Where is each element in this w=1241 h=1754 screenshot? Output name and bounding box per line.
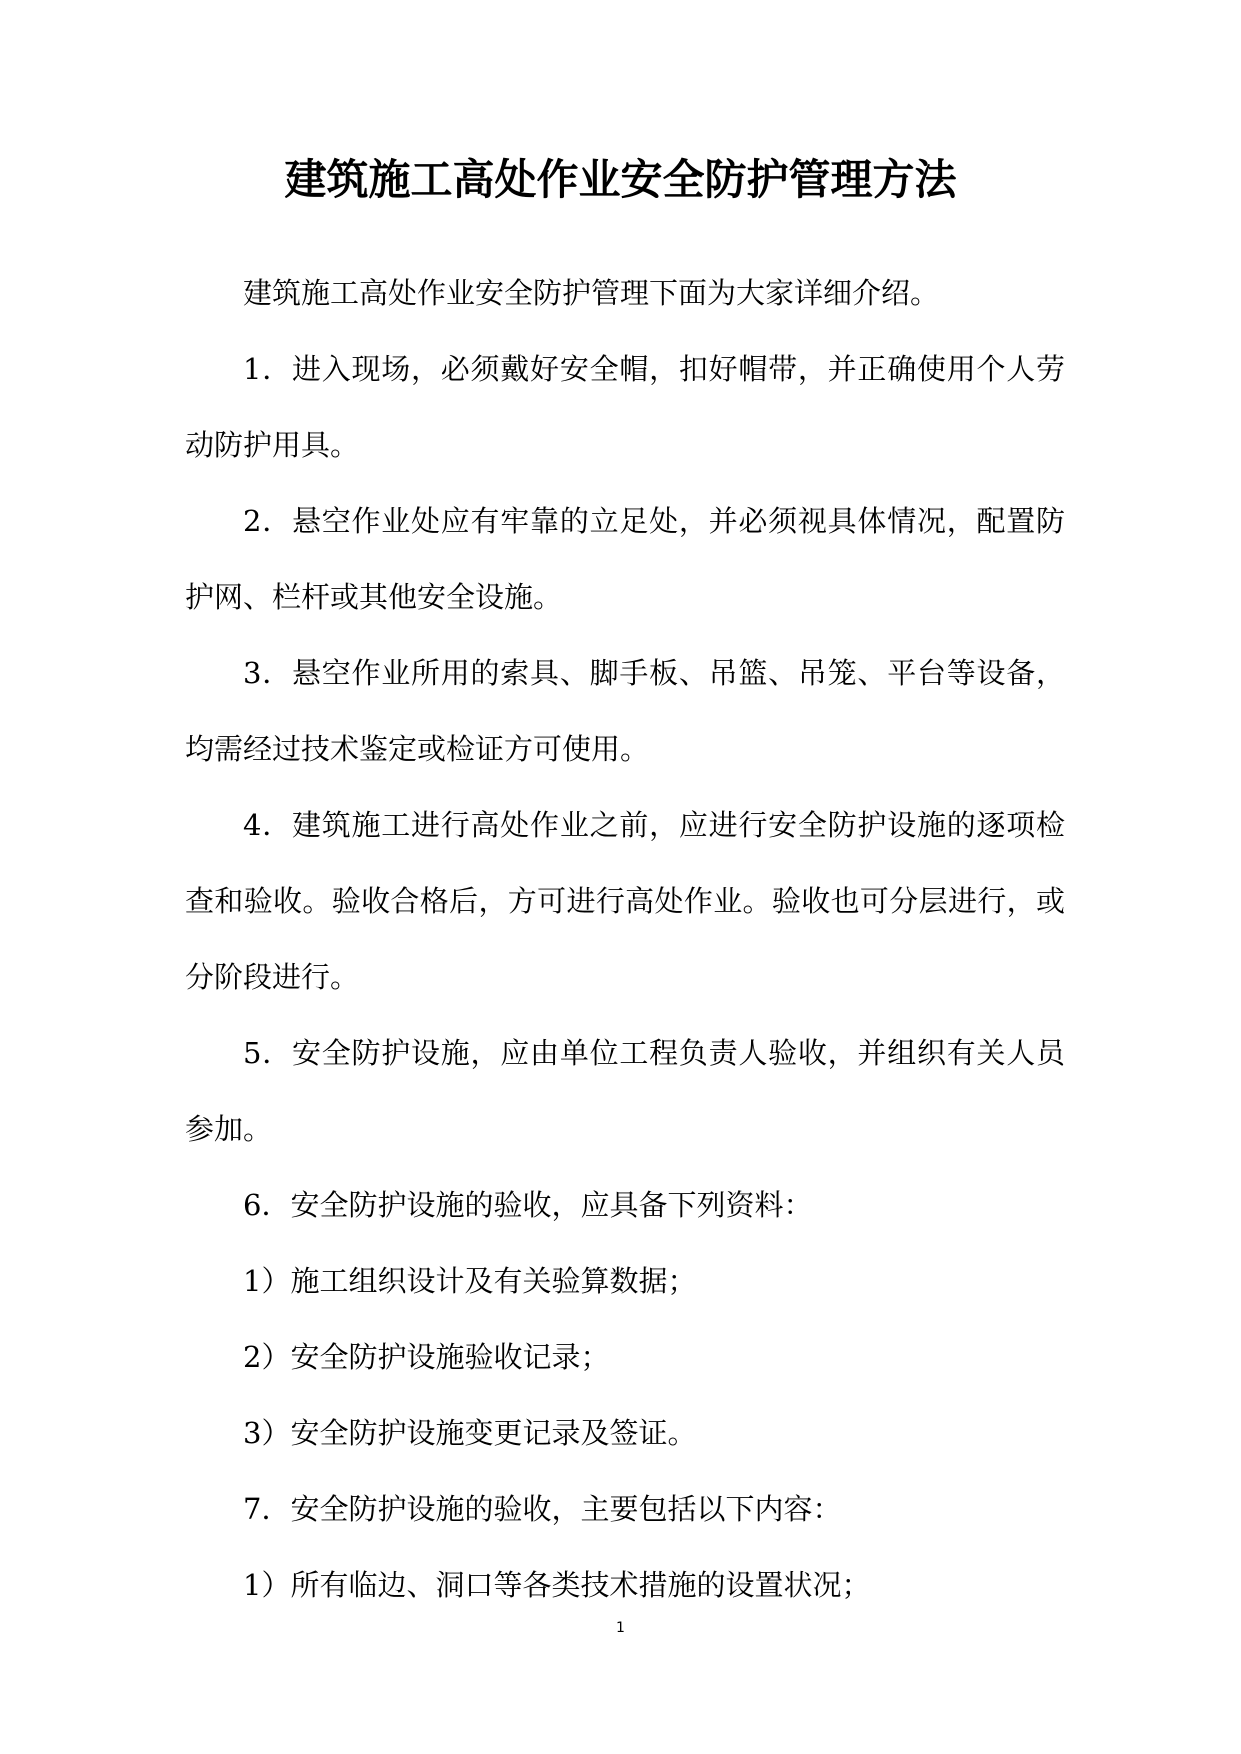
paragraph-item-6-sub-2: 2）安全防护设施验收记录； — [243, 1340, 610, 1374]
paragraph-item-5: 5．安全防护设施，应由单位工程负责人验收，并组织有关人员参加。 — [185, 1036, 1065, 1146]
document-body — [185, 255, 1065, 1623]
paragraph-item-2: 2．悬空作业处应有牢靠的立足处，并必须视具体情况，配置防护网、栏杆或其他安全设施。 — [185, 504, 1065, 614]
paragraph-item-4: 4．建筑施工进行高处作业之前，应进行安全防护设施的逐项检查和验收。验收合格后，方可进行高处作业。验收也可分层进行，或分阶段进行。 — [185, 808, 1065, 994]
paragraph-item-7-sub-1: 1）所有临边、洞口等各类技术措施的设置状况； — [243, 1568, 871, 1602]
paragraph-item-6-sub-1: 1）施工组织设计及有关验算数据； — [243, 1264, 697, 1298]
paragraph-item-6: 6．安全防护设施的验收，应具备下列资料： — [243, 1188, 813, 1222]
paragraph-item-3: 3．悬空作业所用的索具、脚手板、吊篮、吊笼、平台等设备，均需经过技术鉴定或检证方可使用。 — [185, 656, 1065, 766]
paragraph-item-6-sub-3: 3）安全防护设施变更记录及签证。 — [243, 1416, 697, 1450]
paragraph-item-1: 1．进入现场，必须戴好安全帽，扣好帽带，并正确使用个人劳动防护用具。 — [185, 352, 1065, 462]
page-number: 1 — [616, 1620, 625, 1636]
paragraph-item-7: 7．安全防护设施的验收，主要包括以下内容： — [243, 1492, 842, 1526]
paragraph-intro: 建筑施工高处作业安全防护管理下面为大家详细介绍。 — [243, 276, 940, 310]
document-title: 建筑施工高处作业安全防护管理方法 — [284, 155, 957, 204]
